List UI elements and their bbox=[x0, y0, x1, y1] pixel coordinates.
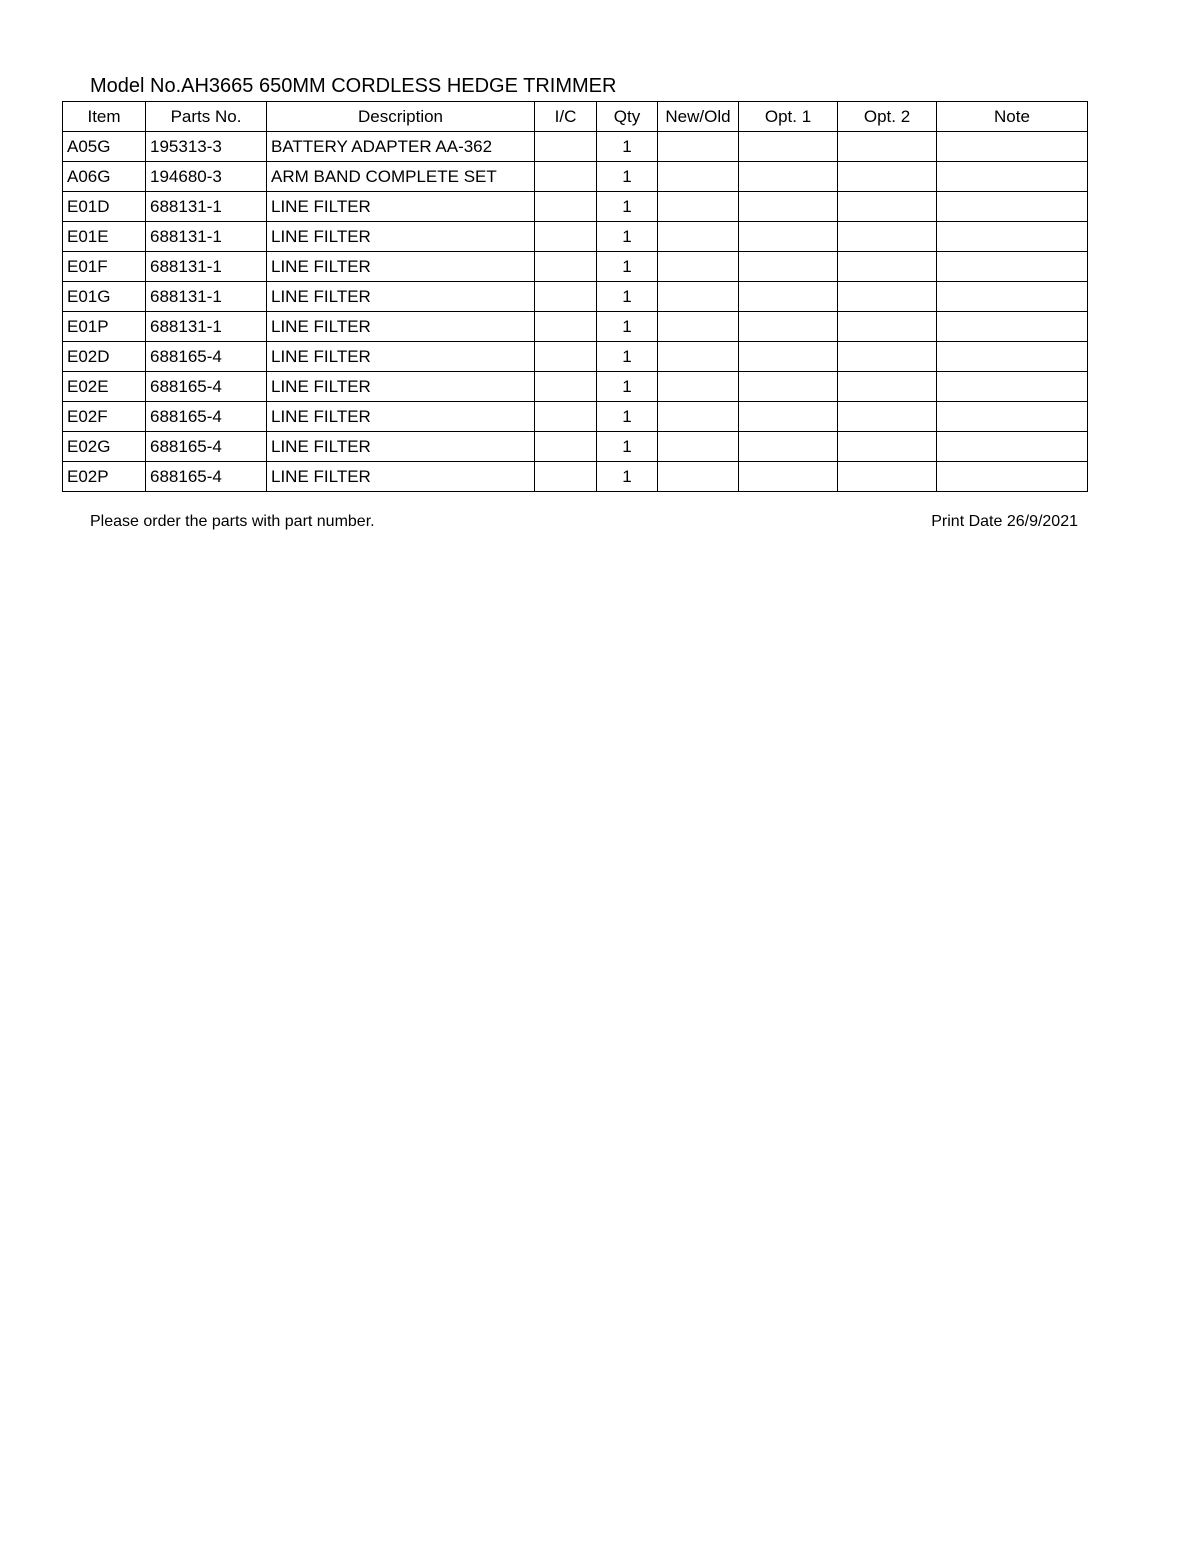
cell-part-no: 688131-1 bbox=[146, 222, 267, 252]
table-row bbox=[63, 312, 1088, 342]
cell-ic bbox=[535, 162, 597, 192]
cell-ic bbox=[535, 312, 597, 342]
cell-qty: 1 bbox=[597, 282, 658, 312]
cell-item: E01G bbox=[63, 282, 146, 312]
cell-ic bbox=[535, 132, 597, 162]
cell-opt1 bbox=[739, 252, 838, 282]
table-row bbox=[63, 132, 1088, 162]
cell-new-old bbox=[658, 402, 739, 432]
cell-opt2 bbox=[838, 252, 937, 282]
cell-note bbox=[937, 222, 1088, 252]
cell-opt2 bbox=[838, 402, 937, 432]
cell-part-no: 688165-4 bbox=[146, 462, 267, 492]
cell-opt2 bbox=[838, 372, 937, 402]
cell-opt1 bbox=[739, 372, 838, 402]
column-header-parts-no: Parts No. bbox=[146, 102, 267, 132]
cell-item: A06G bbox=[63, 162, 146, 192]
cell-description: LINE FILTER bbox=[267, 312, 535, 342]
column-header-item: Item bbox=[63, 102, 146, 132]
cell-qty: 1 bbox=[597, 312, 658, 342]
cell-opt2 bbox=[838, 432, 937, 462]
cell-part-no: 688131-1 bbox=[146, 282, 267, 312]
cell-qty: 1 bbox=[597, 192, 658, 222]
cell-ic bbox=[535, 372, 597, 402]
cell-item: E02P bbox=[63, 462, 146, 492]
cell-note bbox=[937, 372, 1088, 402]
table-row bbox=[63, 402, 1088, 432]
cell-opt2 bbox=[838, 162, 937, 192]
cell-opt2 bbox=[838, 282, 937, 312]
cell-ic bbox=[535, 222, 597, 252]
cell-qty: 1 bbox=[597, 162, 658, 192]
cell-note bbox=[937, 312, 1088, 342]
cell-opt1 bbox=[739, 402, 838, 432]
cell-part-no: 688165-4 bbox=[146, 432, 267, 462]
cell-new-old bbox=[658, 282, 739, 312]
cell-note bbox=[937, 432, 1088, 462]
cell-note bbox=[937, 252, 1088, 282]
cell-part-no: 688131-1 bbox=[146, 192, 267, 222]
cell-opt1 bbox=[739, 312, 838, 342]
cell-note bbox=[937, 192, 1088, 222]
cell-new-old bbox=[658, 372, 739, 402]
parts-table bbox=[62, 101, 1088, 492]
cell-new-old bbox=[658, 462, 739, 492]
cell-description: LINE FILTER bbox=[267, 222, 535, 252]
table-row bbox=[63, 342, 1088, 372]
cell-ic bbox=[535, 402, 597, 432]
cell-new-old bbox=[658, 342, 739, 372]
cell-opt2 bbox=[838, 192, 937, 222]
cell-new-old bbox=[658, 222, 739, 252]
cell-note bbox=[937, 132, 1088, 162]
cell-description: LINE FILTER bbox=[267, 342, 535, 372]
cell-part-no: 688165-4 bbox=[146, 402, 267, 432]
print-date: Print Date 26/9/2021 bbox=[931, 513, 1078, 530]
cell-opt1 bbox=[739, 342, 838, 372]
column-header-ic: I/C bbox=[535, 102, 597, 132]
cell-item: E02G bbox=[63, 432, 146, 462]
table-row bbox=[63, 372, 1088, 402]
parts-table-body bbox=[63, 132, 1088, 492]
cell-opt2 bbox=[838, 222, 937, 252]
cell-item: E01E bbox=[63, 222, 146, 252]
cell-description: ARM BAND COMPLETE SET bbox=[267, 162, 535, 192]
cell-new-old bbox=[658, 252, 739, 282]
cell-ic bbox=[535, 282, 597, 312]
cell-item: E02D bbox=[63, 342, 146, 372]
table-row bbox=[63, 282, 1088, 312]
column-header-note: Note bbox=[937, 102, 1088, 132]
document-title: Model No.AH3665 650MM CORDLESS HEDGE TRIMMER bbox=[90, 75, 617, 97]
cell-new-old bbox=[658, 192, 739, 222]
cell-opt1 bbox=[739, 162, 838, 192]
header-row bbox=[63, 102, 1088, 132]
cell-qty: 1 bbox=[597, 402, 658, 432]
cell-description: LINE FILTER bbox=[267, 432, 535, 462]
cell-part-no: 688165-4 bbox=[146, 342, 267, 372]
cell-qty: 1 bbox=[597, 252, 658, 282]
cell-qty: 1 bbox=[597, 222, 658, 252]
cell-opt1 bbox=[739, 222, 838, 252]
cell-new-old bbox=[658, 432, 739, 462]
cell-note bbox=[937, 342, 1088, 372]
cell-description: LINE FILTER bbox=[267, 192, 535, 222]
cell-note bbox=[937, 462, 1088, 492]
cell-part-no: 195313-3 bbox=[146, 132, 267, 162]
cell-part-no: 194680-3 bbox=[146, 162, 267, 192]
cell-ic bbox=[535, 432, 597, 462]
table-row bbox=[63, 252, 1088, 282]
cell-qty: 1 bbox=[597, 432, 658, 462]
column-header-description: Description bbox=[267, 102, 535, 132]
cell-note bbox=[937, 402, 1088, 432]
cell-description: LINE FILTER bbox=[267, 372, 535, 402]
cell-ic bbox=[535, 462, 597, 492]
cell-note bbox=[937, 162, 1088, 192]
cell-item: E02F bbox=[63, 402, 146, 432]
column-header-qty: Qty bbox=[597, 102, 658, 132]
cell-item: E02E bbox=[63, 372, 146, 402]
cell-item: A05G bbox=[63, 132, 146, 162]
cell-ic bbox=[535, 342, 597, 372]
column-header-opt2: Opt. 2 bbox=[838, 102, 937, 132]
column-header-new-old: New/Old bbox=[658, 102, 739, 132]
cell-opt2 bbox=[838, 342, 937, 372]
cell-qty: 1 bbox=[597, 132, 658, 162]
table-row bbox=[63, 162, 1088, 192]
cell-new-old bbox=[658, 132, 739, 162]
cell-note bbox=[937, 282, 1088, 312]
cell-opt1 bbox=[739, 432, 838, 462]
table-row bbox=[63, 462, 1088, 492]
cell-opt2 bbox=[838, 462, 937, 492]
cell-opt2 bbox=[838, 312, 937, 342]
cell-opt1 bbox=[739, 192, 838, 222]
column-header-opt1: Opt. 1 bbox=[739, 102, 838, 132]
cell-opt2 bbox=[838, 132, 937, 162]
cell-part-no: 688165-4 bbox=[146, 372, 267, 402]
cell-opt1 bbox=[739, 462, 838, 492]
cell-description: LINE FILTER bbox=[267, 402, 535, 432]
cell-item: E01P bbox=[63, 312, 146, 342]
cell-qty: 1 bbox=[597, 372, 658, 402]
cell-qty: 1 bbox=[597, 342, 658, 372]
cell-part-no: 688131-1 bbox=[146, 312, 267, 342]
cell-item: E01D bbox=[63, 192, 146, 222]
cell-description: BATTERY ADAPTER AA-362 bbox=[267, 132, 535, 162]
cell-ic bbox=[535, 192, 597, 222]
cell-new-old bbox=[658, 312, 739, 342]
cell-qty: 1 bbox=[597, 462, 658, 492]
order-note: Please order the parts with part number. bbox=[90, 513, 375, 530]
table-row bbox=[63, 432, 1088, 462]
cell-new-old bbox=[658, 162, 739, 192]
cell-opt1 bbox=[739, 282, 838, 312]
table-row bbox=[63, 222, 1088, 252]
cell-description: LINE FILTER bbox=[267, 462, 535, 492]
cell-item: E01F bbox=[63, 252, 146, 282]
cell-part-no: 688131-1 bbox=[146, 252, 267, 282]
cell-description: LINE FILTER bbox=[267, 282, 535, 312]
cell-ic bbox=[535, 252, 597, 282]
table-row bbox=[63, 192, 1088, 222]
cell-opt1 bbox=[739, 132, 838, 162]
cell-description: LINE FILTER bbox=[267, 252, 535, 282]
